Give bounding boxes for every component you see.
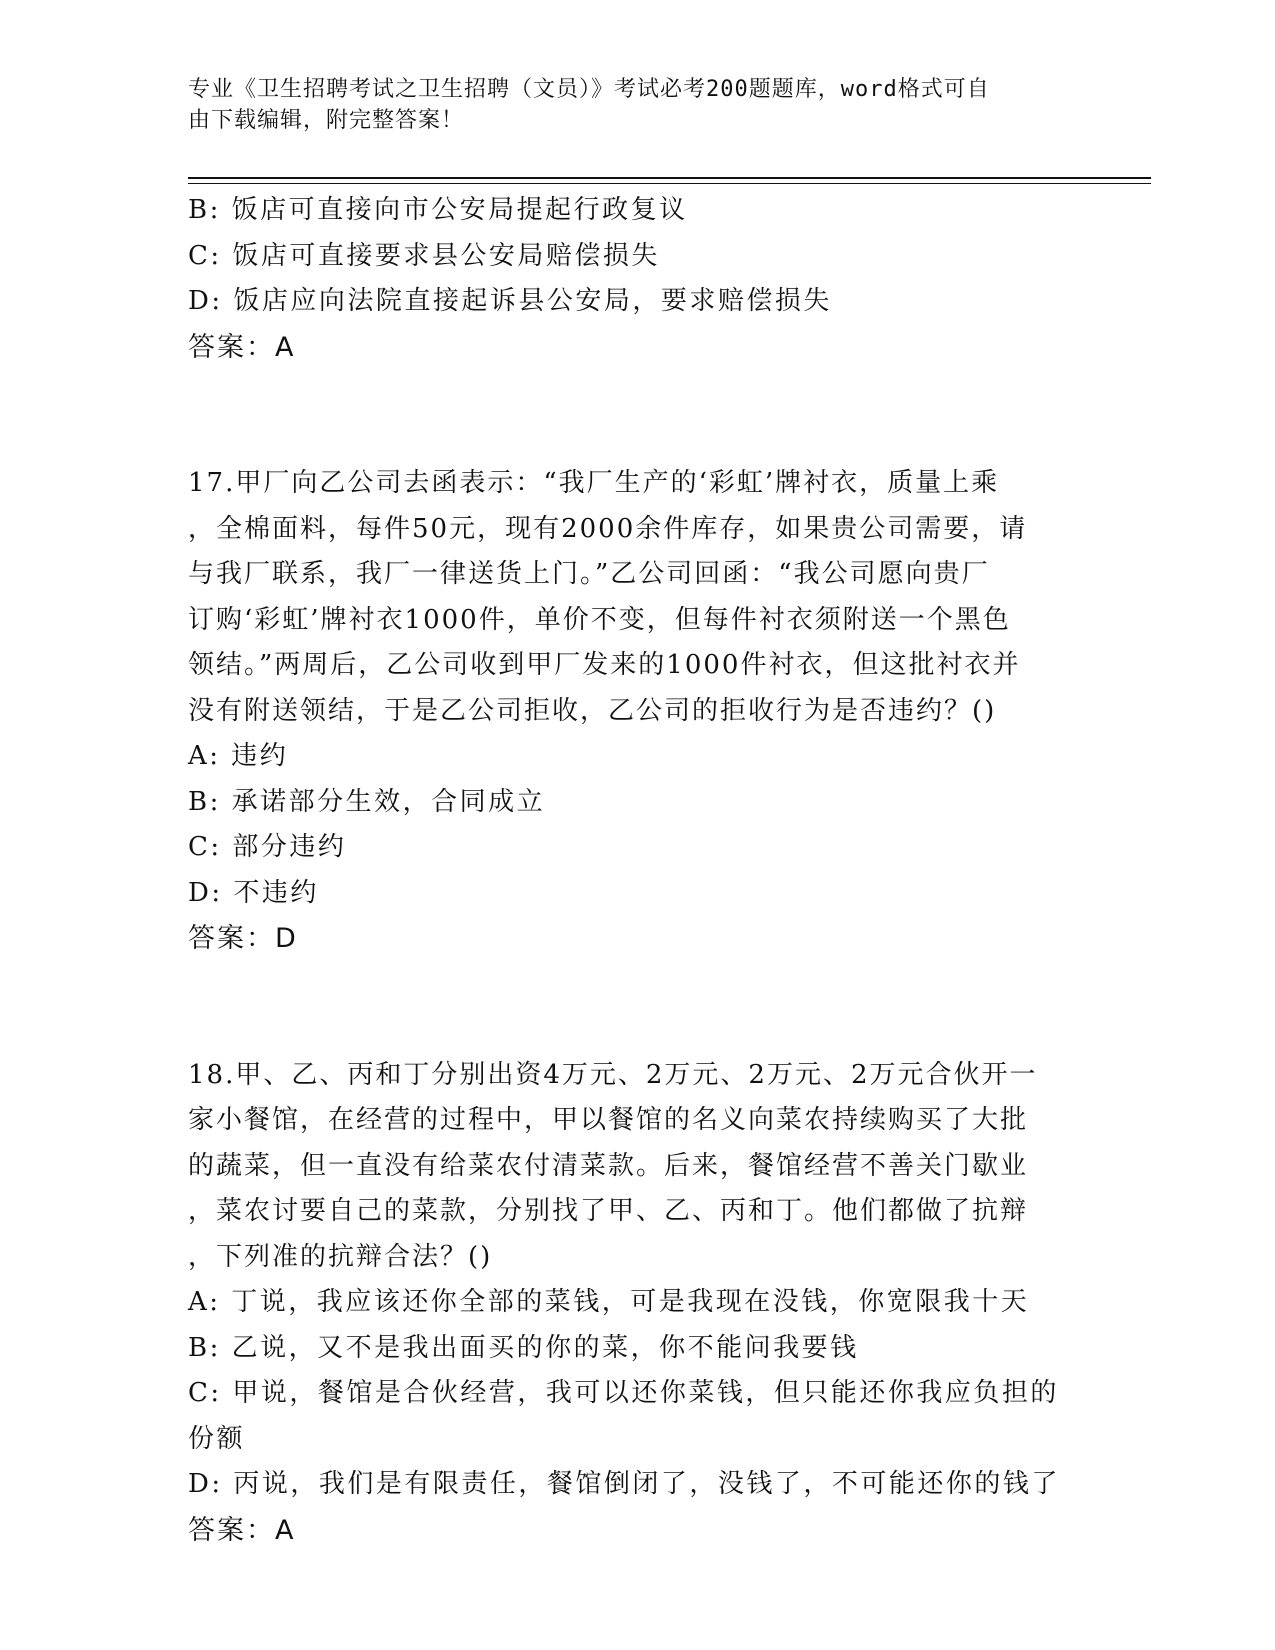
question-text-line: 的蔬菜，但一直没有给菜农付清菜款。后来，餐馆经营不善关门歇业	[188, 1150, 1029, 1181]
question-16-continuation	[188, 188, 1088, 370]
option-d: D: 饭店应向法院直接起诉县公安局，要求赔偿损失	[188, 286, 832, 316]
option-c: C: 饭店可直接要求县公安局赔偿损失	[188, 240, 660, 271]
option-c: C: 部分违约	[188, 832, 347, 862]
question-text-line: ，全棉面料，每件50元，现有2000余件库存，如果贵公司需要，请	[188, 513, 1028, 544]
question-text-line: ，下列准的抗辩合法？()	[188, 1241, 493, 1272]
option-b: B: 乙说，又不是我出面买的你的菜，你不能问我要钱	[188, 1332, 859, 1363]
question-text-line: 与我厂联系，我厂一律送货上门。”乙公司回函：“我公司愿向贵厂	[188, 559, 990, 589]
header-divider-thin	[188, 183, 1151, 184]
question-text-line: 没有附送领结，于是乙公司拒收，乙公司的拒收行为是否违约？()	[188, 695, 997, 726]
question-text-line: 领结。”两周后，乙公司收到甲厂发来的1000件衬衣，但这批衬衣并	[188, 650, 1021, 680]
question-text-line: 17.甲厂向乙公司去函表示：“我厂生产的‘彩虹’牌衬衣，质量上乘	[188, 468, 1000, 498]
option-d: D: 丙说，我们是有限责任，餐馆倒闭了，没钱了，不可能还你的钱了	[188, 1469, 1060, 1499]
question-17	[188, 461, 1088, 962]
answer-line: 答案：A	[188, 331, 296, 363]
option-b: B: 承诺部分生效，合同成立	[188, 786, 546, 817]
answer-line: 答案：D	[188, 923, 298, 954]
document-body	[188, 188, 1088, 1553]
question-18	[188, 1053, 1088, 1554]
option-c-continued: 份额	[188, 1423, 246, 1454]
option-b: B: 饭店可直接向市公安局提起行政复议	[188, 195, 688, 225]
question-text-line: 18.甲、乙、丙和丁分别出资4万元、2万元、2万元、2万元合伙开一	[188, 1059, 1038, 1090]
question-text-line: 家小餐馆，在经营的过程中，甲以餐馆的名义向菜农持续购买了大批	[188, 1105, 1029, 1135]
header-divider-thick	[188, 177, 1151, 179]
option-c: C: 甲说，餐馆是合伙经营，我可以还你菜钱，但只能还你我应负担的	[188, 1378, 1059, 1408]
option-a: A: 违约	[188, 741, 289, 771]
document-header	[188, 74, 1068, 136]
question-text-line: 订购‘彩虹’牌衬衣1000件，单价不变，但每件衬衣须附送一个黑色	[188, 604, 1011, 635]
spacer	[188, 962, 1088, 1053]
answer-line: 答案：A	[188, 1514, 296, 1546]
option-a: A: 丁说，我应该还你全部的菜钱，可是我现在没钱，你宽限我十天	[188, 1287, 1030, 1317]
header-line-1: 专业《卫生招聘考试之卫生招聘（文员）》考试必考200题题库，word格式可自	[188, 77, 990, 102]
option-d: D: 不违约	[188, 877, 319, 908]
spacer	[188, 370, 1088, 461]
header-line-2: 由下载编辑，附完整答案！	[188, 108, 465, 133]
question-text-line: ，菜农讨要自己的菜款，分别找了甲、乙、丙和丁。他们都做了抗辩	[188, 1196, 1029, 1226]
